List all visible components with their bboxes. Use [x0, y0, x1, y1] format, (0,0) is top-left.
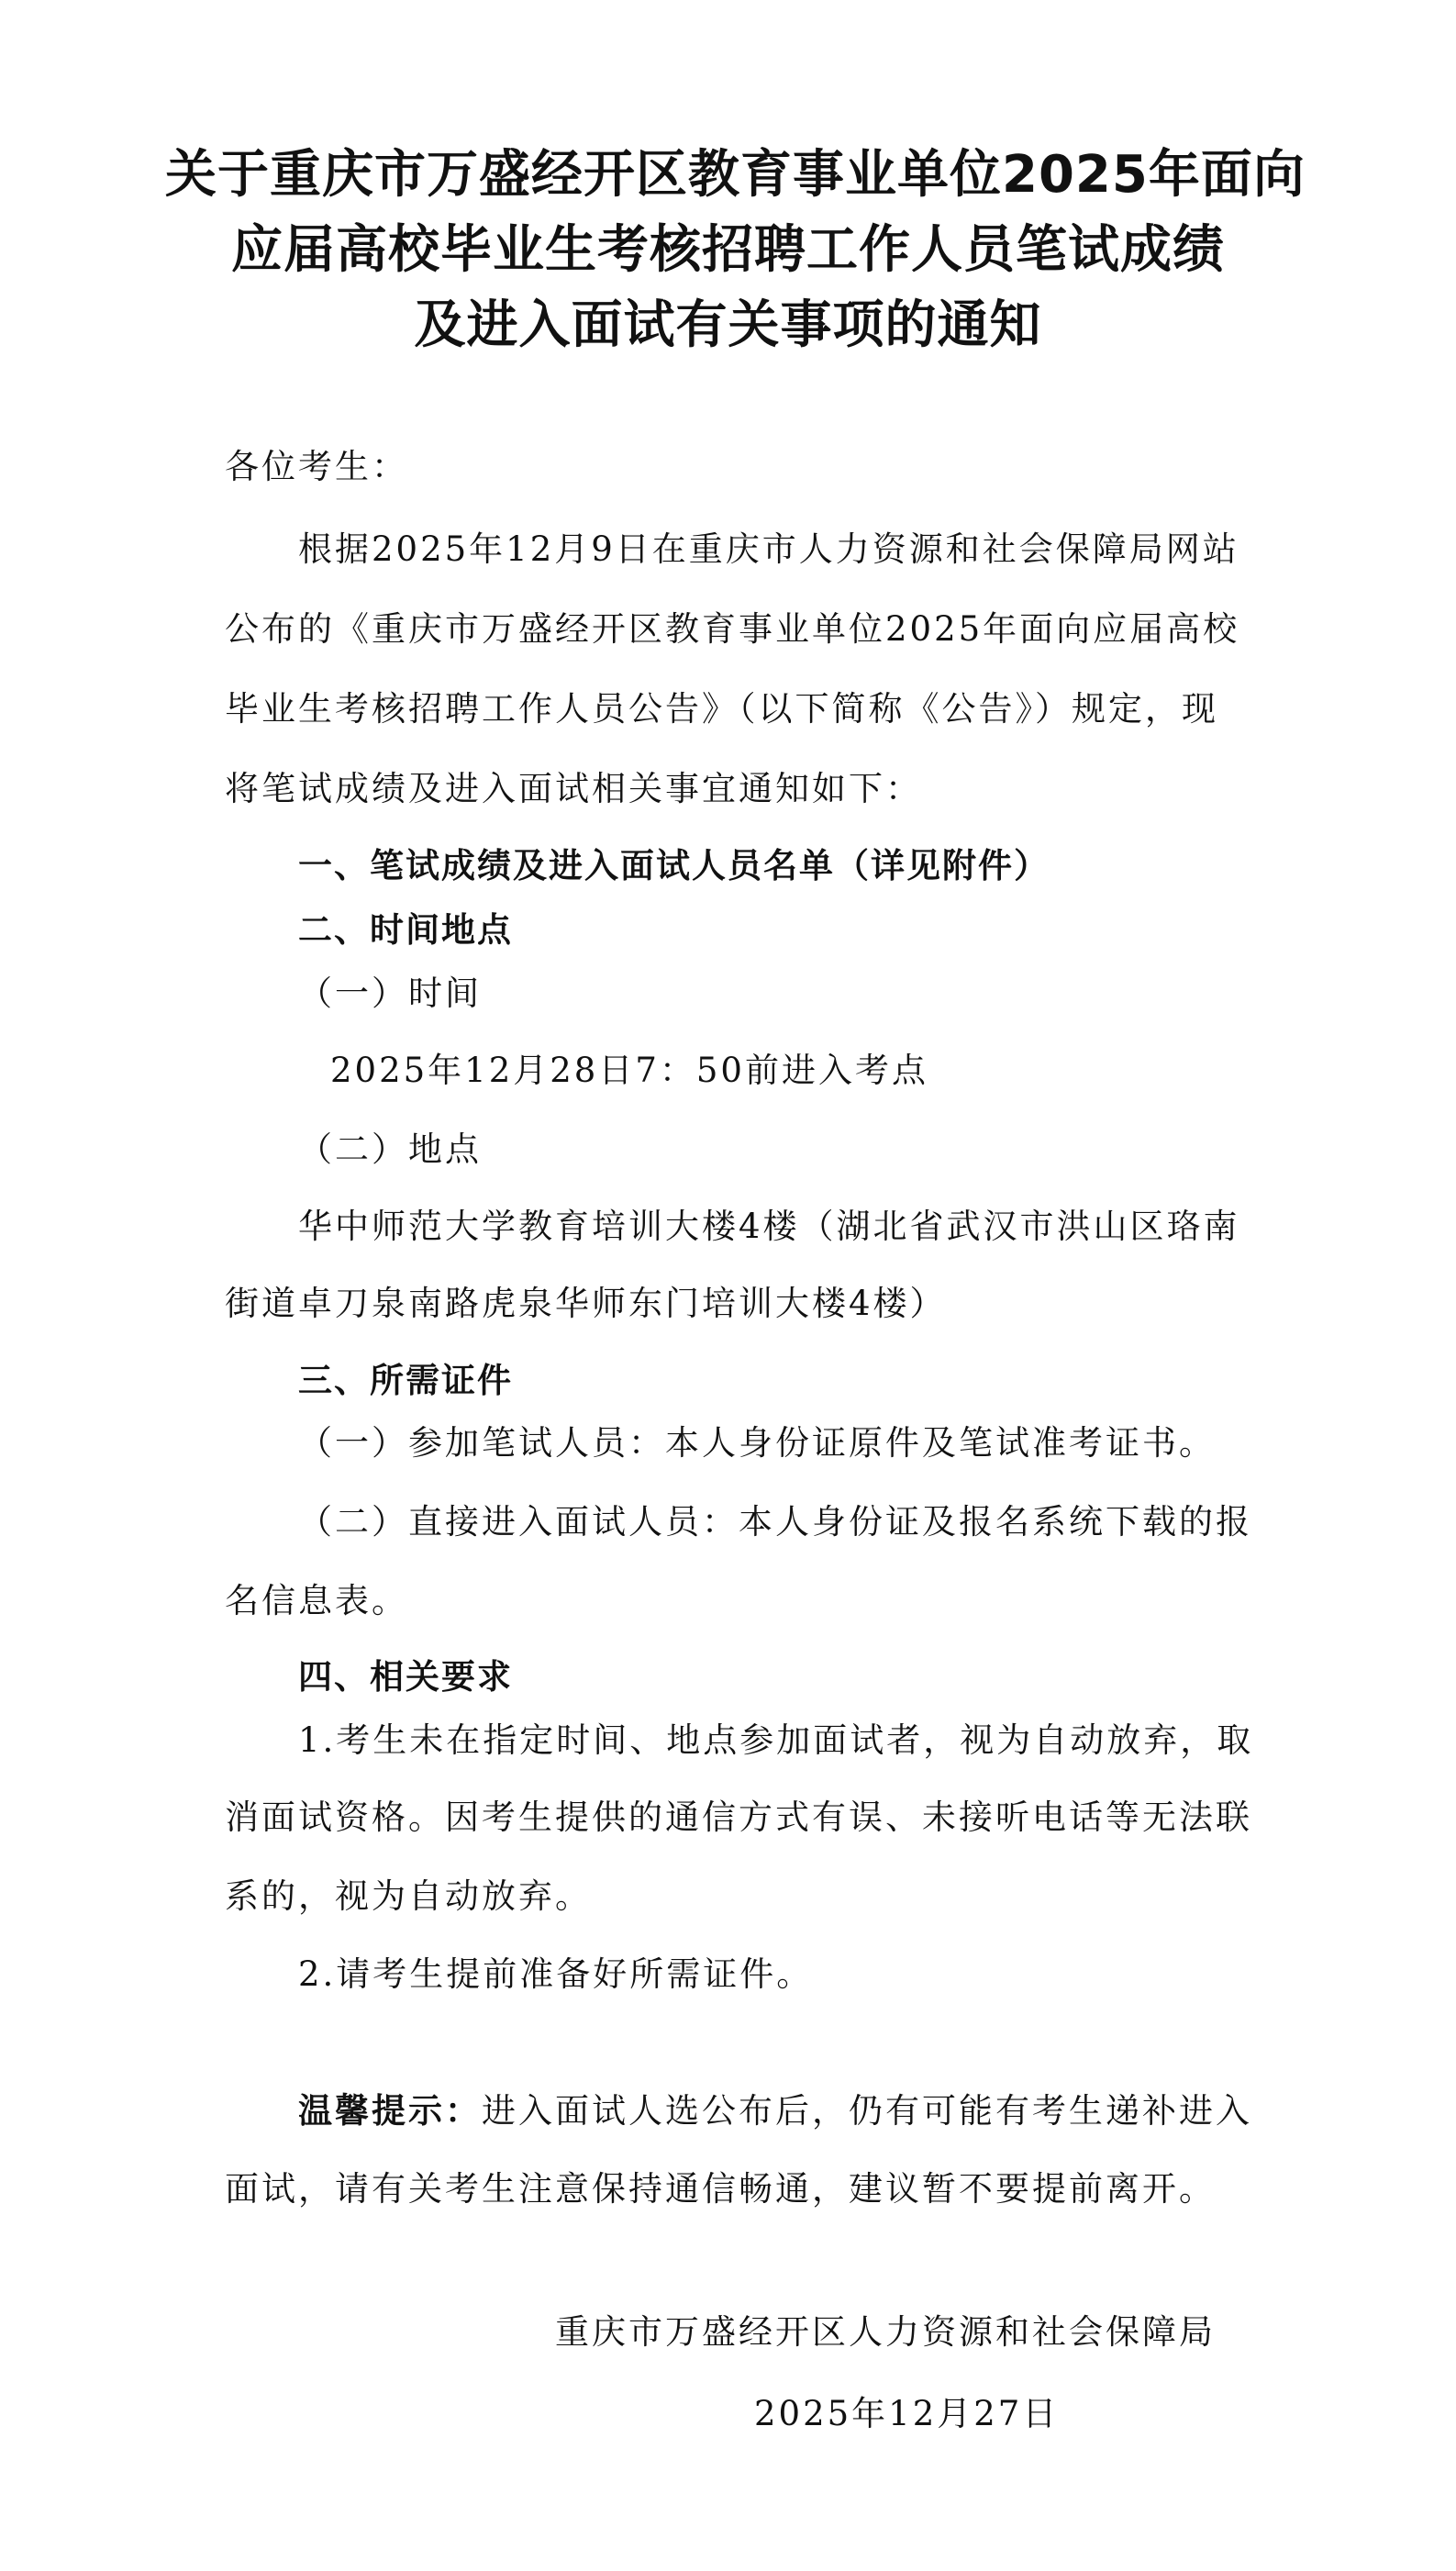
time-label: （一）时间: [298, 974, 482, 1013]
section-4-heading: 四、相关要求: [298, 1657, 513, 1697]
tip-line-2: 面试，请有关考生注意保持通信畅通，建议暂不要提前离开。: [225, 2169, 1216, 2209]
tip-label: 温馨提示：: [298, 2091, 482, 2131]
docs-item-2-line-2: 名信息表。: [225, 1581, 408, 1620]
signature-date: 2025年12月27日: [754, 2394, 1060, 2433]
document-title: [165, 138, 1306, 363]
title-line-2: 应届高校毕业生考核招聘工作人员笔试成绩: [231, 220, 1225, 280]
req-item-1-line-1: 1.考生未在指定时间、地点参加面试者，视为自动放弃，取: [298, 1720, 1254, 1760]
title-line-1: 关于重庆市万盛经开区教育事业单位2025年面向: [165, 145, 1306, 205]
req-item-1-line-3: 系的，视为自动放弃。: [225, 1876, 592, 1916]
docs-item-1: （一）参加笔试人员：本人身份证原件及笔试准考证书。: [298, 1423, 1216, 1463]
place-label: （二）地点: [298, 1130, 482, 1169]
section-2-heading: 二、时间地点: [298, 910, 513, 950]
intro-line-1: 根据2025年12月9日在重庆市人力资源和社会保障局网站: [298, 529, 1239, 569]
tip-line-1: [298, 2083, 1252, 2132]
time-value: 2025年12月28日7：50前进入考点: [330, 1051, 928, 1090]
intro-line-2: 公布的《重庆市万盛经开区教育事业单位2025年面向应届高校: [225, 609, 1240, 649]
place-line-2: 街道卓刀泉南路虎泉华师东门培训大楼4楼）: [225, 1284, 947, 1323]
docs-item-2-line-1: （二）直接进入面试人员：本人身份证及报名系统下载的报: [298, 1502, 1252, 1541]
req-item-2: 2.请考生提前准备好所需证件。: [298, 1954, 814, 1994]
intro-line-3: 毕业生考核招聘工作人员公告》（以下简称《公告》）规定，现: [225, 689, 1218, 729]
title-line-3: 及进入面试有关事项的通知: [414, 295, 1042, 355]
place-line-1: 华中师范大学教育培训大楼4楼（湖北省武汉市洪山区珞南: [298, 1207, 1240, 1246]
signature-org: 重庆市万盛经开区人力资源和社会保障局: [555, 2312, 1216, 2352]
intro-line-4: 将笔试成绩及进入面试相关事宜通知如下：: [225, 769, 922, 808]
salutation: 各位考生：: [225, 447, 408, 486]
section-1-heading: 一、笔试成绩及进入面试人员名单（详见附件）: [298, 846, 1050, 885]
section-3-heading: 三、所需证件: [298, 1361, 513, 1400]
tip-line-1-text: 进入面试人选公布后，仍有可能有考生递补进入: [482, 2091, 1252, 2131]
req-item-1-line-2: 消面试资格。因考生提供的通信方式有误、未接听电话等无法联: [225, 1797, 1252, 1837]
